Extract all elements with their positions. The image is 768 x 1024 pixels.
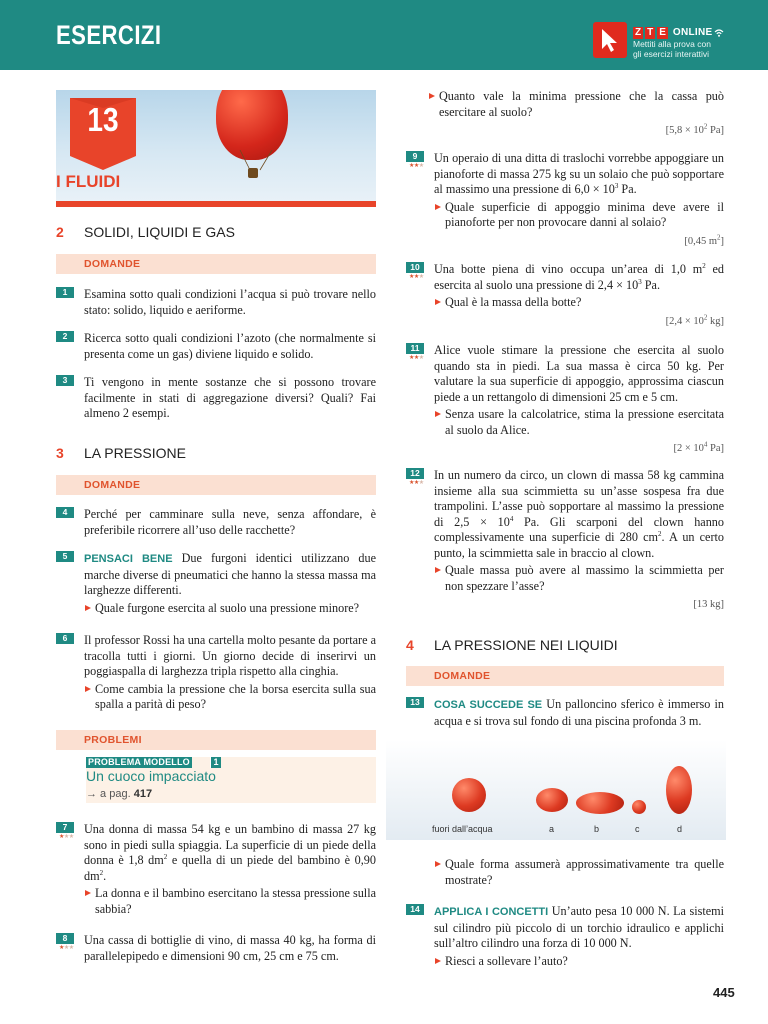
wifi-icon xyxy=(714,29,724,37)
exercise-2: 2 Ricerca sotto quali condizioni l’azoto (che normalmente si presenta come un gas) diviene liquido e solido. xyxy=(56,331,376,362)
section-bar-domande: DOMANDE xyxy=(406,666,724,686)
exercise-8: 8 ★★★ Una cassa di bottiglie di vino, di massa 40 kg, ha forma di parallelepipedo e dimensioni 90 cm, 25 cm e 75 cm. xyxy=(56,933,376,964)
section-heading-2: 2 SOLIDI, LIQUIDI E GAS xyxy=(56,224,235,240)
section-heading-3: 3 LA PRESSIONE xyxy=(56,445,186,461)
answer: [$5,8 \times 10^2$ Pa] xyxy=(665,122,724,136)
exercise-14: 14 APPLICA I CONCETTI Un’auto pesa 10 000 N. La sistemi sul cilindro più piccolo di un torchio idraulico e applichi sull’altro cilindro una forza di 10 000 N. Riesci a sollevare l’auto? xyxy=(406,904,724,969)
answer: [0,45 $m^2$] xyxy=(684,233,724,247)
figure-label-out: fuori dall’acqua xyxy=(432,824,493,834)
exercise-13: 13 COSA SUCCEDE SE Un palloncino sferico è immerso in acqua e si trova sul fondo di una piscina profonda 3 m. xyxy=(406,697,724,729)
figure-label-a: a xyxy=(549,824,555,834)
exercise-9: 9 ★★★ Un operaio di una ditta di traslochi vorrebbe appoggiare un pianoforte di massa 275 kg su un solaio che può sopportare al massimo una pressione di $6,0 \times 10^3$ Pa. Quale superficie di appoggio minima deve avere il pianoforte per non provocare danni al solaio? [0,45 $m^2$] xyxy=(406,151,724,249)
problema-modello-page-link[interactable]: → a pag. 417 xyxy=(86,788,153,800)
exercise-1: 1 Esamina sotto quali condizioni l’acqua si può trovare nello stato: solido, liquido e aeriforme. xyxy=(56,287,376,318)
balloon-shape-b xyxy=(576,792,624,814)
section-heading-4: 4 LA PRESSIONE NEI LIQUIDI xyxy=(406,637,618,653)
exercise-3: 3 Ti vengono in mente sostanze che si possono trovare facilmente in stati di aggregazione diversi? Quali? Fai almeno 2 esempi. xyxy=(56,375,376,422)
problema-modello-number: 1 xyxy=(210,757,221,768)
page-number: 445 xyxy=(713,985,735,1000)
header-bar xyxy=(0,0,768,70)
chapter-rule xyxy=(56,201,376,207)
exercise-6: 6 Il professor Rossi ha una cartella molto pesante da portare a tracolla tutti i giorni. Un giorno decide di inserirvi un poggiaspalla di larghezza tripla rispetto alla cinghia. Come cambia la pressione che la borsa esercita sulla sua spalla a parità di peso? xyxy=(56,633,376,713)
section-bar-domande: DOMANDE xyxy=(56,475,376,495)
answer: [$2,4 \times 10^2$ kg] xyxy=(665,313,724,327)
difficulty-stars: ★★★ xyxy=(409,273,424,280)
difficulty-stars: ★★★ xyxy=(59,944,74,951)
exercise-4: 4 Perché per camminare sulla neve, senza affondare, è preferibile ricorrere all’uso delle racchette? xyxy=(56,507,376,538)
zte-online-link[interactable] xyxy=(593,22,743,62)
chapter-number: 13 xyxy=(87,101,119,138)
figure-label-c: c xyxy=(635,824,640,834)
exercise-5: 5 PENSACI BENE Due furgoni identici utilizzano due marche diverse di pneumatici che hanno la stessa massa ma larghezze differenti. Quale furgone esercita al suolo una pressione minore? xyxy=(56,551,376,616)
answer: [$2 \times 10^4$ Pa] xyxy=(673,440,724,454)
exercise-10: 10 ★★★ Una botte piena di vino occupa un’area di 1,0 $m^2$ ed esercita al suolo una pressione di $2,4 \times 10^3$ Pa. Qual è la massa della botte? [$2,4 \times 10^2$ kg] xyxy=(406,262,724,329)
exercise-7: 7 ★★★ Una donna di massa 54 kg e un bambino di massa 27 kg sono in piedi sulla spiaggia. La superficie di un piede della donna è 1,8 $dm^2$ e quella di un piede del bambino è 0,90 $dm^2$. La donna e il bambino esercitano la stessa pressione sulla sabbia? xyxy=(56,822,376,917)
balloon-shape-a xyxy=(536,788,568,812)
balloon-out-of-water xyxy=(452,778,486,812)
difficulty-stars: ★★★ xyxy=(409,479,424,486)
section-bar-domande: DOMANDE xyxy=(56,254,376,274)
exercise-13-question: Quale forma assumerà approssimativamente tra quelle mostrate? xyxy=(406,855,724,888)
exercise-8-continued: Quanto vale la minima pressione che la cassa può esercitare al suolo? [$5,8 \times 10^2$ Pa] xyxy=(406,87,724,139)
balloon-shape-c xyxy=(632,800,646,814)
chapter-title: I FLUIDI xyxy=(56,172,121,191)
balloon-shapes-figure xyxy=(386,740,726,840)
page-title: ESERCIZI xyxy=(56,20,162,50)
difficulty-stars: ★★★ xyxy=(409,162,424,169)
problema-modello-box[interactable] xyxy=(86,757,376,803)
figure-label-b: b xyxy=(594,824,600,834)
cursor-icon xyxy=(593,22,627,58)
problema-modello-label: PROBLEMA MODELLO xyxy=(88,757,190,767)
problema-modello-title: Un cuoco impacciato xyxy=(86,768,216,784)
balloon-shape-d xyxy=(666,766,692,814)
exercise-12: 12 ★★★ In un numero da circo, un clown di massa 58 kg cammina insieme alla sua scimmietta su un’asse sospesa fra due trampolini. L’asse può sopportare al massimo la pressione di $2,5 \times 10^4$ Pa. Gli scarponi del clown hanno complessivamente una superficie di 280 $cm^2$. A un certo punto, la scimmietta sale in braccio al clown. Quale massa può avere al massimo la scimmietta per non spezzare l’asse? [13 kg] xyxy=(406,468,724,613)
answer: [13 kg] xyxy=(693,599,724,610)
balloon-basket xyxy=(248,168,258,178)
difficulty-stars: ★★★ xyxy=(409,354,424,361)
exercise-11: 11 ★★★ Alice vuole stimare la pressione che esercita al suolo quando sta in piedi. La sua massa è circa 50 kg. Per valutare la sua superficie di appoggio, approssima ciascun piede a un rettangolo di dimensioni 25 cm e 5 cm. Senza usare la calcolatrice, stima la pressione esercitata al suolo da Alice. [$2 \times 10^4$ Pa] xyxy=(406,343,724,457)
difficulty-stars: ★★★ xyxy=(59,833,74,840)
section-bar-problemi: PROBLEMI xyxy=(56,730,376,750)
zte-tagline: Mettiti alla prova con gli esercizi interattivi xyxy=(633,39,711,59)
figure-label-d: d xyxy=(677,824,683,834)
zte-logo: Z T E ONLINE xyxy=(633,25,724,41)
